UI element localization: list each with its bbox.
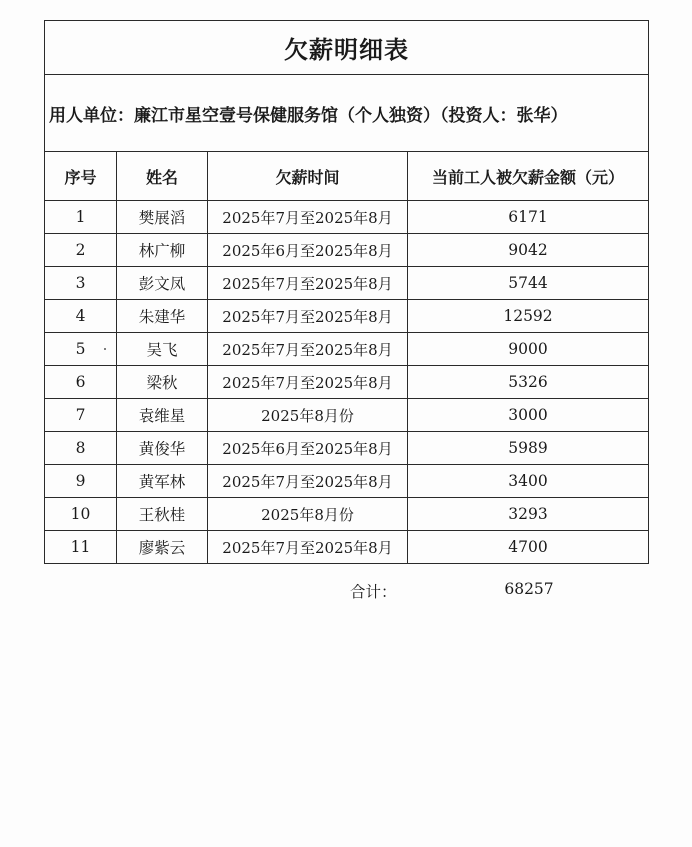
cell-period: 2025年7月至2025年8月 [208, 300, 408, 333]
cell-name: 彭文凤 [117, 267, 208, 300]
table-row [45, 498, 649, 531]
cell-period: 2025年7月至2025年8月 [208, 333, 408, 366]
cell-name: 袁维星 [117, 399, 208, 432]
cell-amount: 9000 [408, 333, 649, 366]
cell-amount: 5326 [408, 366, 649, 399]
total-line [0, 580, 692, 602]
cell-name: 王秋桂 [117, 498, 208, 531]
table-row [45, 366, 649, 399]
header-period: 欠薪时间 [208, 152, 408, 201]
cell-name: 黄俊华 [117, 432, 208, 465]
total-label: 合计： [350, 583, 397, 601]
cell-amount: 5744 [408, 267, 649, 300]
header-name: 姓名 [117, 152, 208, 201]
cell-period: 2025年7月至2025年8月 [208, 366, 408, 399]
cell-period: 2025年7月至2025年8月 [208, 531, 408, 564]
cell-amount: 3293 [408, 498, 649, 531]
cell-name: 朱建华 [117, 300, 208, 333]
cell-period: 2025年6月至2025年8月 [208, 234, 408, 267]
cell-amount: 9042 [408, 234, 649, 267]
cell-amount: 4700 [408, 531, 649, 564]
cell-no: 10 [45, 498, 117, 531]
cell-no: 4 [45, 300, 117, 333]
table-row [45, 432, 649, 465]
cell-amount: 6171 [408, 201, 649, 234]
header-amount: 当前工人被欠薪金额（元） [408, 152, 649, 201]
cell-name: 林广柳 [117, 234, 208, 267]
employer-info: 用人单位：廉江市星空壹号保健服务馆（个人独资）（投资人：张华） [45, 75, 649, 152]
cell-no: 9 [45, 465, 117, 498]
cell-no: 11 [45, 531, 117, 564]
table-row [45, 300, 649, 333]
table-row [45, 201, 649, 234]
cell-amount: 3000 [408, 399, 649, 432]
cell-period: 2025年6月至2025年8月 [208, 432, 408, 465]
cell-name: 梁秋 [117, 366, 208, 399]
cell-name: 樊展滔 [117, 201, 208, 234]
cell-no: 2 [45, 234, 117, 267]
cell-period: 2025年7月至2025年8月 [208, 465, 408, 498]
cell-amount: 3400 [408, 465, 649, 498]
cell-name: 黄军林 [117, 465, 208, 498]
cell-period: 2025年7月至2025年8月 [208, 201, 408, 234]
cell-no: 7 [45, 399, 117, 432]
cell-no: 6 [45, 366, 117, 399]
header-no: 序号 [45, 152, 117, 201]
cell-no: 5 [45, 333, 117, 366]
table-row [45, 333, 649, 366]
table-row [45, 234, 649, 267]
cell-no: 8 [45, 432, 117, 465]
table-row [45, 267, 649, 300]
table-header-row [45, 152, 649, 201]
cell-name: 吴飞 [117, 333, 208, 366]
scan-speck [104, 348, 106, 350]
table-title: 欠薪明细表 [45, 21, 649, 75]
total-value: 68257 [504, 580, 554, 598]
table-row [45, 465, 649, 498]
cell-no: 1 [45, 201, 117, 234]
cell-period: 2025年8月份 [208, 399, 408, 432]
cell-amount: 5989 [408, 432, 649, 465]
cell-amount: 12592 [408, 300, 649, 333]
table-row [45, 531, 649, 564]
cell-name: 廖紫云 [117, 531, 208, 564]
cell-period: 2025年7月至2025年8月 [208, 267, 408, 300]
table-row [45, 399, 649, 432]
wage-arrears-table [44, 20, 649, 564]
cell-period: 2025年8月份 [208, 498, 408, 531]
cell-no: 3 [45, 267, 117, 300]
